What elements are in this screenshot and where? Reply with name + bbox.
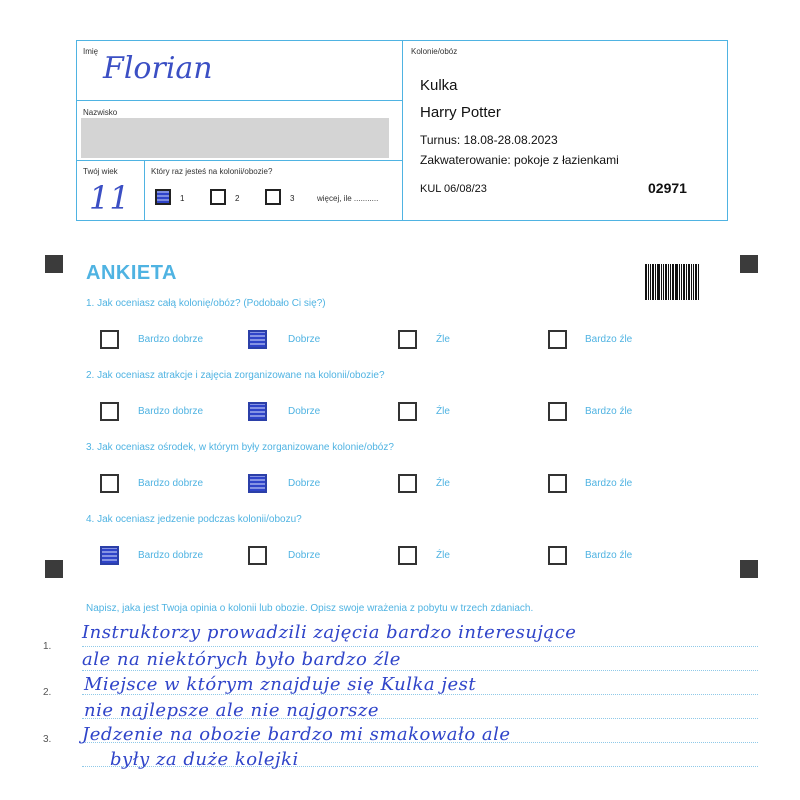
barcode-bar xyxy=(683,264,685,300)
barcode-bar xyxy=(663,264,664,300)
barcode-bar xyxy=(657,264,660,300)
barcode-bar xyxy=(645,264,647,300)
question-4-option-4-checkbox[interactable] xyxy=(548,546,567,565)
opinion-prompt: Napisz, jaka jest Twoja opinia o kolonii lub obozie. Opisz swoje wrażenia z pobytu w trzech zdaniach. xyxy=(86,603,534,614)
barcode-bar xyxy=(693,264,694,300)
camp-number: 02971 xyxy=(648,180,687,196)
barcode-bar xyxy=(652,264,654,300)
name-label: Imię xyxy=(83,47,99,56)
question-1-option-2-label: Dobrze xyxy=(288,334,321,345)
line-number-3: 3. xyxy=(43,734,52,745)
question-2-option-3-label: Źle xyxy=(436,406,450,417)
camp-theme: Harry Potter xyxy=(420,104,501,121)
barcode-bar xyxy=(665,264,667,300)
registration-mark-top-right xyxy=(740,255,758,273)
question-2-text: 2. Jak oceniasz atrakcje i zajęcia zorganizowane na kolonii/obozie? xyxy=(86,370,385,381)
question-1-option-4-checkbox[interactable] xyxy=(548,330,567,349)
barcode-bar xyxy=(679,264,680,300)
age-cell xyxy=(77,161,145,220)
question-2-option-1-checkbox[interactable] xyxy=(100,402,119,421)
writing-line[interactable] xyxy=(82,670,758,671)
question-2-option-4-label: Bardzo źle xyxy=(585,406,633,417)
handwritten-line-3: Miejsce w którym znajduje się Kulka jest xyxy=(84,674,477,695)
handwritten-line-1: Instruktorzy prowadzili zajęcia bardzo interesujące xyxy=(82,622,577,643)
camp-section xyxy=(403,41,727,220)
participant-section xyxy=(77,41,403,220)
barcode-bar xyxy=(681,264,682,300)
camp-turnus: Turnus: 18.08-28.08.2023 xyxy=(420,133,558,147)
barcode xyxy=(645,264,701,300)
registration-form-header xyxy=(76,40,728,221)
barcode-bar xyxy=(675,264,678,300)
question-4-option-3-label: Źle xyxy=(436,550,450,561)
age-label: Twój wiek xyxy=(83,167,118,176)
times-checkbox-2[interactable] xyxy=(210,189,226,205)
barcode-bar xyxy=(695,264,697,300)
barcode-bar xyxy=(691,264,692,300)
barcode-bar xyxy=(668,264,669,300)
question-4-option-1-label: Bardzo dobrze xyxy=(138,550,204,561)
camp-name: Kulka xyxy=(420,77,458,94)
barcode-bar xyxy=(670,264,671,300)
camp-label: Kolonie/obóz xyxy=(411,47,458,56)
times-checkbox-1[interactable] xyxy=(155,189,171,205)
line-number-2: 2. xyxy=(43,687,52,698)
barcode-bar xyxy=(661,264,662,300)
registration-mark-bottom-left xyxy=(45,560,63,578)
question-2-option-2-label: Dobrze xyxy=(288,406,321,417)
question-4-option-4-label: Bardzo źle xyxy=(585,550,633,561)
question-3-option-4-checkbox[interactable] xyxy=(548,474,567,493)
writing-line[interactable] xyxy=(82,646,758,647)
barcode-bar xyxy=(698,264,699,300)
question-2-option-2-checkbox[interactable] xyxy=(248,402,267,421)
barcode-bar xyxy=(648,264,649,300)
question-4-option-1-checkbox[interactable] xyxy=(100,546,119,565)
handwritten-line-2: ale na niektórych było bardzo źle xyxy=(82,649,401,670)
question-1-option-2-checkbox[interactable] xyxy=(248,330,267,349)
question-3-option-3-label: Źle xyxy=(436,478,450,489)
name-cell xyxy=(77,41,403,101)
question-3-option-4-label: Bardzo źle xyxy=(585,478,633,489)
camp-code: KUL 06/08/23 xyxy=(420,183,487,195)
times-more: więcej, ile ........... xyxy=(317,194,379,203)
surname-area xyxy=(77,101,403,161)
times-option-3: 3 xyxy=(290,194,295,203)
question-2-option-4-checkbox[interactable] xyxy=(548,402,567,421)
handwritten-line-5: Jedzenie na obozie bardzo mi smakowało ale xyxy=(82,724,511,745)
question-4-option-2-checkbox[interactable] xyxy=(248,546,267,565)
barcode-bar xyxy=(672,264,674,300)
camp-accommodation: Zakwaterowanie: pokoje z łazienkami xyxy=(420,153,619,167)
question-3-option-1-label: Bardzo dobrze xyxy=(138,478,204,489)
question-4-option-2-label: Dobrze xyxy=(288,550,321,561)
question-3-option-2-label: Dobrze xyxy=(288,478,321,489)
times-label: Który raz jesteś na kolonii/obozie? xyxy=(151,167,273,176)
question-1-option-1-label: Bardzo dobrze xyxy=(138,334,204,345)
line-number-1: 1. xyxy=(43,641,52,652)
times-checkbox-3[interactable] xyxy=(265,189,281,205)
question-3-option-3-checkbox[interactable] xyxy=(398,474,417,493)
question-3-option-2-checkbox[interactable] xyxy=(248,474,267,493)
handwritten-line-6: były za duże kolejki xyxy=(110,749,299,770)
question-1-option-4-label: Bardzo źle xyxy=(585,334,633,345)
question-2-option-1-label: Bardzo dobrze xyxy=(138,406,204,417)
handwritten-line-4: nie najlepsze ale nie najgorsze xyxy=(84,700,379,721)
barcode-bar xyxy=(686,264,687,300)
survey-title: ANKIETA xyxy=(86,262,177,284)
question-1-text: 1. Jak oceniasz całą kolonię/obóz? (Podobało Ci się?) xyxy=(86,298,326,309)
question-1-option-3-checkbox[interactable] xyxy=(398,330,417,349)
question-3-option-1-checkbox[interactable] xyxy=(100,474,119,493)
barcode-bar xyxy=(650,264,651,300)
registration-mark-top-left xyxy=(45,255,63,273)
question-1-option-3-label: Źle xyxy=(436,334,450,345)
question-2-option-3-checkbox[interactable] xyxy=(398,402,417,421)
question-4-text: 4. Jak oceniasz jedzenie podczas kolonii/obozu? xyxy=(86,514,302,525)
surname-label: Nazwisko xyxy=(83,108,118,117)
times-option-1: 1 xyxy=(180,194,185,203)
surname-redaction xyxy=(81,118,389,158)
registration-mark-bottom-right xyxy=(740,560,758,578)
barcode-bar xyxy=(655,264,656,300)
question-1-option-1-checkbox[interactable] xyxy=(100,330,119,349)
name-value: Florian xyxy=(103,51,213,86)
times-option-2: 2 xyxy=(235,194,240,203)
times-cell xyxy=(145,161,403,220)
age-value: 11 xyxy=(89,179,130,217)
question-3-text: 3. Jak oceniasz ośrodek, w którym były zorganizowane kolonie/obóz? xyxy=(86,442,394,453)
question-4-option-3-checkbox[interactable] xyxy=(398,546,417,565)
barcode-bar xyxy=(688,264,690,300)
